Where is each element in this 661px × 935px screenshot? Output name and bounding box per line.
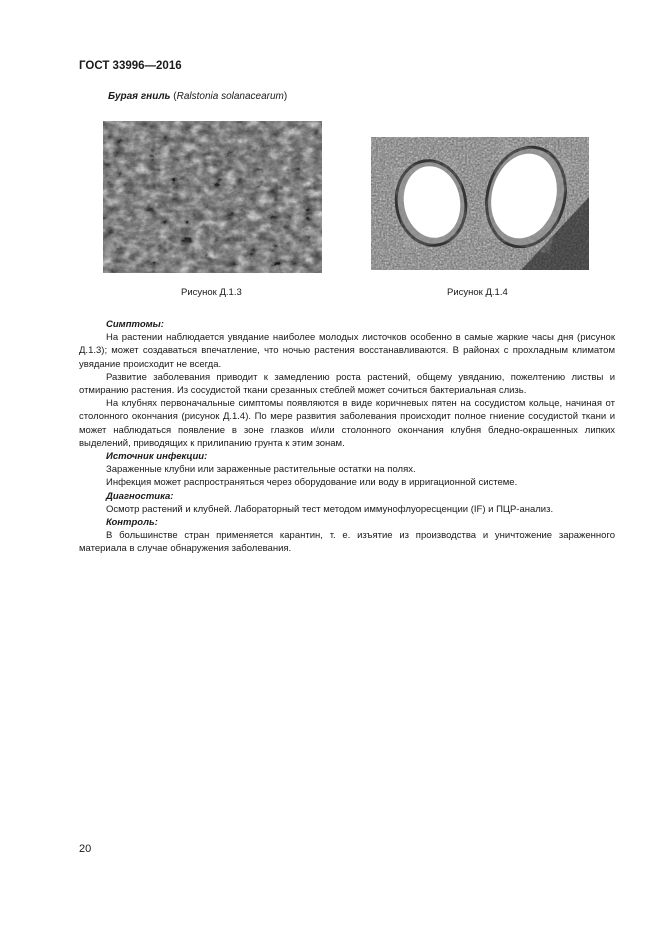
- page-number: 20: [79, 843, 92, 855]
- diagnostics-heading: Диагностика:: [106, 490, 174, 502]
- figure-d14-caption: Рисунок Д.1.4: [447, 287, 508, 298]
- section-title: [108, 91, 287, 102]
- pathogen-latin-name: Ralstonia solanacearum: [176, 91, 284, 102]
- symptoms-paragraph-3: На клубнях первоначальные симптомы появляются в виде коричневых пятен на сосудистом кольце, начиная от столонного окончания (рисунок Д.1.4). По мере развития заболевания происходит полное гниение сосудистой ткани и может наблюдаться появление в зоне глазков и/или столонного окончания клубня бледно-окрашенных липких выделений, приводящих к прилипанию грунта к этим зонам.: [79, 398, 615, 449]
- figure-d13-caption: Рисунок Д.1.3: [181, 287, 242, 298]
- control-paragraph: В большинстве стран применяется карантин, т. е. изъятие из производства и уничтожение зараженного материала в случае обнаружения заболевания.: [79, 530, 615, 555]
- control-heading: Контроль:: [106, 517, 158, 529]
- document-header: ГОСТ 33996—2016: [79, 60, 182, 72]
- infection-source-heading: Источник инфекции:: [106, 451, 208, 463]
- symptoms-heading: Симптомы:: [106, 319, 164, 330]
- figure-d13-photo: [103, 121, 322, 273]
- close-paren: ): [283, 91, 288, 102]
- diagnostics-paragraph: Осмотр растений и клубней. Лабораторный тест методом иммунофлуоресценции (IF) и ПЦР-анализ.: [106, 503, 554, 515]
- symptoms-paragraph-1: На растении наблюдается увядание наиболее молодых листочков особенно в самые жаркие часы дня (рисунок Д.1.3); может создаваться впечатление, что ночью растения восстанавливаются. В районах с прохладным климатом увядание происходит не всегда.: [79, 332, 615, 370]
- open-paren: (: [170, 91, 177, 102]
- symptoms-paragraph-2: Развитие заболевания приводит к замедлению роста растений, общему увяданию, пожелтению листвы и отмиранию растения. Из сосудистой ткани срезанных стеблей может сочиться бактериальная слизь.: [79, 371, 615, 397]
- infection-source-paragraph-2: Инфекция может распространяться через оборудование или воду в ирригационной системе.: [106, 477, 518, 489]
- figure-d14-photo: [371, 137, 589, 270]
- infection-source-paragraph-1: Зараженные клубни или зараженные растительные остатки на полях.: [106, 464, 416, 476]
- disease-name: Бурая гниль: [108, 91, 171, 102]
- document-body: [79, 318, 615, 556]
